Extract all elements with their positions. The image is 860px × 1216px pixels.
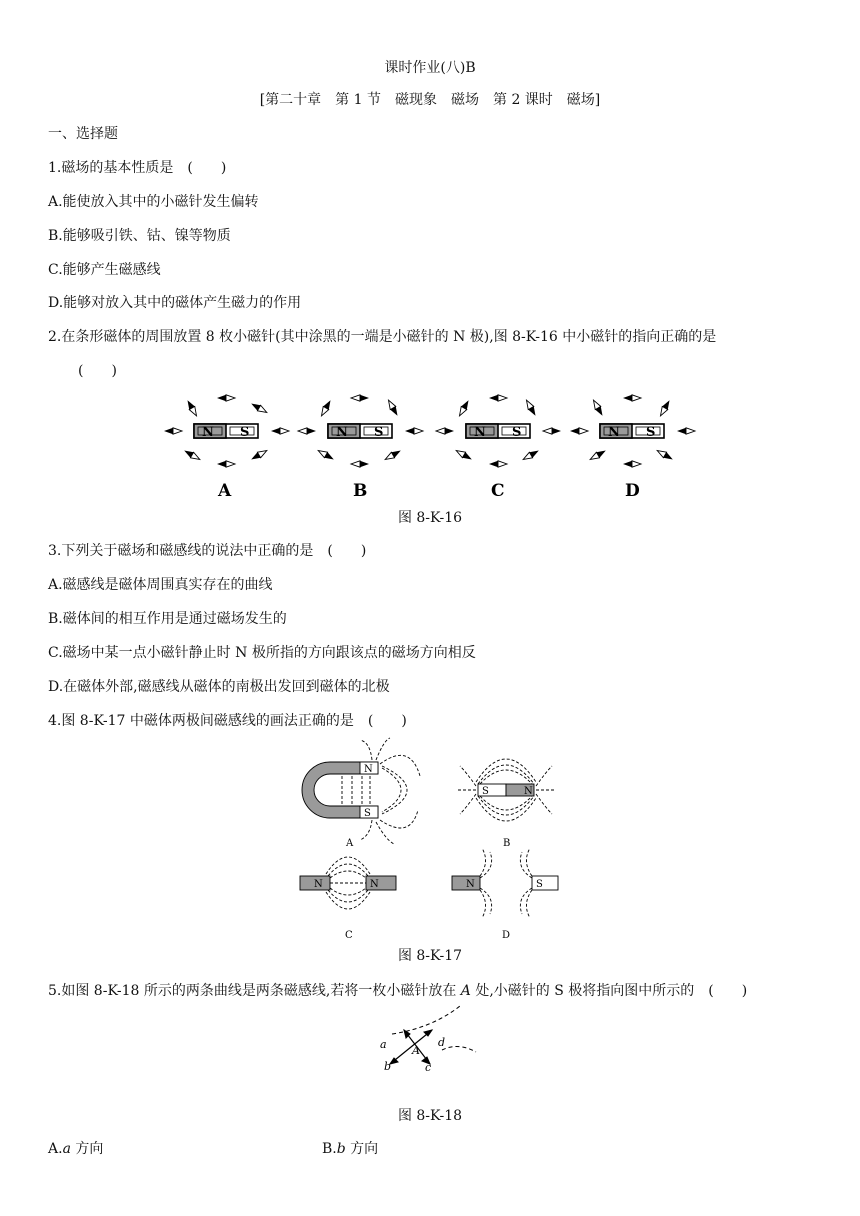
fig18-label-d: d [438, 1036, 446, 1049]
question-1-stem: 1.磁场的基本性质是 ( ) [48, 160, 227, 176]
figure-8-k-17-caption: 图 8-K-17 [397, 948, 463, 964]
figure-8-k-16 [160, 386, 700, 504]
fig18-label-point-a: A [412, 1044, 420, 1057]
fig18-label-c: c [425, 1061, 432, 1072]
fig16-label-a: A [218, 481, 232, 501]
question-1-option-d: D.能够对放入其中的磁体产生磁力的作用 [48, 295, 302, 311]
question-2-stem: 2.在条形磁体的周围放置 8 枚小磁针(其中涂黑的一端是小磁针的 N 极),图 8-K-16 中小磁针的指向正确的是 [48, 329, 717, 345]
fig16-label-d: D [625, 481, 640, 501]
figure-8-k-18 [372, 1004, 482, 1072]
question-1-option-a: A.能使放入其中的小磁针发生偏转 [48, 194, 259, 210]
question-3-option-c: C.磁场中某一点小磁针静止时 N 极所指的方向跟该点的磁场方向相反 [48, 645, 476, 661]
section-heading: 一、选择题 [48, 126, 118, 142]
fig17-label-c: C [345, 930, 353, 941]
fig18-label-b: b [384, 1060, 392, 1072]
fig17-c-n1-label: N [314, 879, 323, 890]
fig17-d-n-label: N [466, 879, 475, 890]
fig17-label-a: A [346, 838, 354, 849]
question-2-bracket: ( ) [78, 363, 117, 379]
fig17-b-s-label: S [482, 786, 489, 797]
question-3-option-d: D.在磁体外部,磁感线从磁体的南极出发回到磁体的北极 [48, 679, 390, 695]
question-1-option-b: B.能够吸引铁、钴、镍等物质 [48, 228, 231, 244]
fig16-c-n-label: N [474, 425, 486, 440]
figure-8-k-18-caption: 图 8-K-18 [397, 1108, 463, 1124]
fig16-label-c: C [491, 481, 505, 501]
fig16-a-n-label: N [202, 425, 214, 440]
question-3-option-b: B.磁体间的相互作用是通过磁场发生的 [48, 611, 287, 627]
fig17-a-s-label: S [364, 808, 371, 819]
page-title: 课时作业(八)B [384, 60, 476, 76]
question-5-option-a: A.a 方向 [48, 1141, 104, 1157]
fig17-label-b: B [503, 838, 511, 849]
fig16-a-s-label: S [240, 425, 250, 440]
fig16-b-s-label: S [374, 425, 384, 440]
page-subtitle: [第二十章 第 1 节 磁现象 磁场 第 2 课时 磁场] [259, 92, 601, 108]
question-5-option-b: B.b 方向 [322, 1141, 379, 1157]
question-3-stem: 3.下列关于磁场和磁感线的说法中正确的是 ( ) [48, 543, 367, 559]
fig16-d-n-label: N [608, 425, 620, 440]
figure-8-k-17 [290, 736, 580, 946]
fig18-label-a: a [380, 1038, 387, 1051]
fig16-b-n-label: N [336, 425, 348, 440]
question-1-option-c: C.能够产生磁感线 [48, 262, 161, 278]
fig17-c-n2-label: N [370, 879, 379, 890]
fig17-label-d: D [502, 930, 511, 941]
fig17-a-n-label: N [364, 764, 373, 775]
fig17-d-s-label: S [536, 879, 543, 890]
fig16-c-s-label: S [512, 425, 522, 440]
fig17-b-n-label: N [524, 786, 533, 797]
figure-8-k-16-caption: 图 8-K-16 [397, 510, 463, 526]
question-5-stem: 5.如图 8-K-18 所示的两条曲线是两条磁感线,若将一枚小磁针放在 A 处,小磁针的 S 极将指向图中所示的 ( ) [48, 983, 748, 999]
question-3-option-a: A.磁感线是磁体周围真实存在的曲线 [48, 577, 273, 593]
question-4-stem: 4.图 8-K-17 中磁体两极间磁感线的画法正确的是 ( ) [48, 713, 407, 729]
fig16-d-s-label: S [646, 425, 656, 440]
fig16-label-b: B [353, 481, 368, 501]
